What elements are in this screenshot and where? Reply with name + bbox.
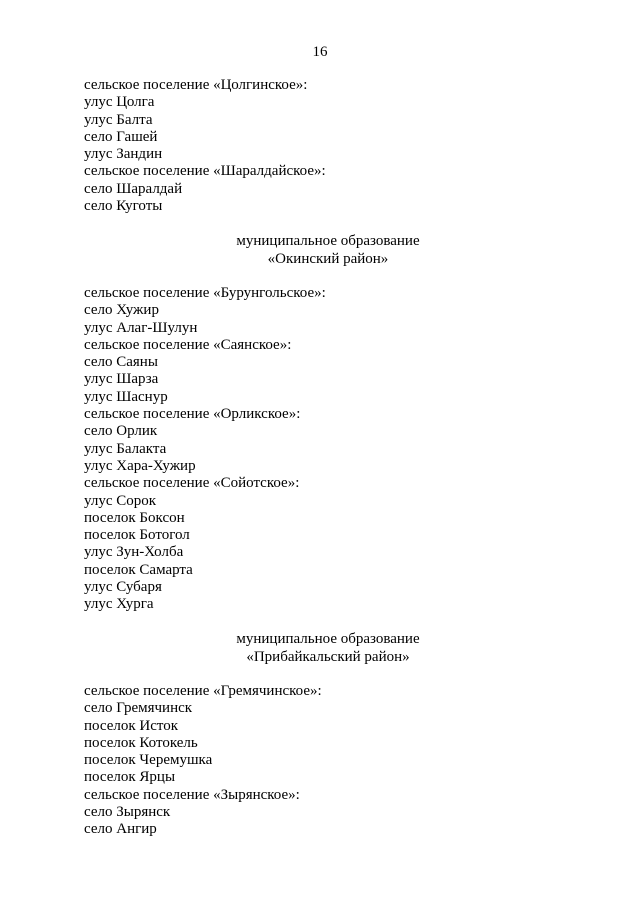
locality-item: улус Алаг-Шулун — [84, 319, 198, 336]
locality-item: село Гремячинск — [84, 700, 193, 717]
locality-item: улус Балакта — [84, 440, 167, 457]
locality-item: поселок Котокель — [84, 734, 198, 751]
locality-item: село Ангир — [84, 821, 157, 838]
rural-settlement-header: сельское поселение «Саянское»: — [84, 336, 292, 353]
locality-item: село Хужир — [84, 302, 159, 319]
locality-item: улус Балта — [84, 111, 153, 128]
settlement-list-block — [84, 285, 326, 614]
locality-item: улус Шаснур — [84, 388, 168, 405]
locality-item: улус Цолга — [84, 94, 155, 111]
rural-settlement-header: сельское поселение «Шаралдайское»: — [84, 163, 326, 180]
locality-item: село Гашей — [84, 128, 158, 145]
heading-line: муниципальное образование — [236, 233, 420, 249]
locality-item: поселок Черемушка — [84, 752, 213, 769]
locality-item: село Зырянск — [84, 804, 171, 821]
heading-line: муниципальное образование — [236, 631, 420, 647]
locality-item: поселок Боксон — [84, 509, 185, 526]
locality-item: поселок Ботогол — [84, 527, 190, 544]
settlement-list-block — [84, 77, 326, 215]
municipality-heading-okinsky — [0, 233, 640, 268]
locality-item: улус Сорок — [84, 492, 157, 509]
locality-item: улус Зандин — [84, 146, 163, 163]
locality-item: село Саяны — [84, 354, 158, 371]
rural-settlement-header: сельское поселение «Зырянское»: — [84, 786, 300, 803]
page-number: 16 — [312, 44, 328, 60]
locality-item: поселок Ярцы — [84, 769, 176, 786]
locality-item: поселок Исток — [84, 717, 179, 734]
locality-item: село Куготы — [84, 198, 163, 215]
heading-line: «Прибайкальский район» — [246, 648, 410, 665]
locality-item: село Орлик — [84, 423, 158, 440]
rural-settlement-header: сельское поселение «Бурунгольское»: — [84, 285, 326, 301]
locality-item: улус Хурга — [84, 596, 154, 613]
locality-item: улус Шарза — [84, 371, 159, 388]
locality-item: село Шаралдай — [84, 180, 183, 197]
municipality-heading-pribaikalsky — [0, 631, 640, 666]
rural-settlement-header: сельское поселение «Гремячинское»: — [84, 683, 322, 699]
locality-item: улус Хара-Хужир — [84, 457, 196, 474]
locality-item: улус Субаря — [84, 579, 162, 596]
rural-settlement-header: сельское поселение «Сойотское»: — [84, 475, 300, 492]
heading-line: «Окинский район» — [267, 250, 389, 267]
rural-settlement-header: сельское поселение «Цолгинское»: — [84, 77, 308, 93]
settlement-list-block — [84, 683, 322, 839]
locality-item: улус Зун-Холба — [84, 544, 184, 561]
rural-settlement-header: сельское поселение «Орликское»: — [84, 406, 301, 423]
locality-item: поселок Самарта — [84, 561, 193, 578]
